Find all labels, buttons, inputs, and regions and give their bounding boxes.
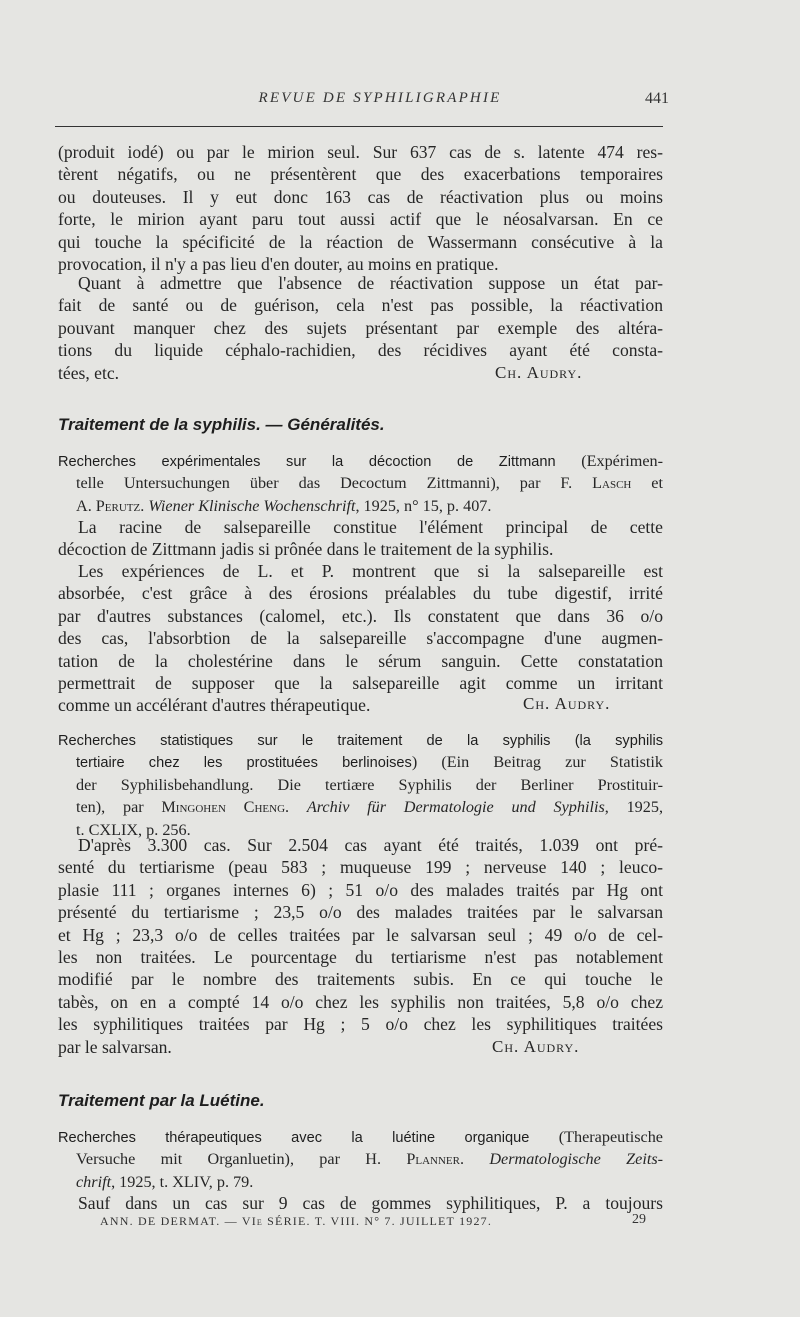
- entry-title: Recherches expérimentales sur la décoction de Zittmann: [58, 454, 556, 470]
- journal-title: Dermatologische Zeits-: [489, 1150, 664, 1169]
- text-run: A.: [76, 496, 96, 515]
- author-name: Perutz: [95, 496, 141, 515]
- text-run: et: [631, 474, 663, 493]
- text-line: [58, 1171, 663, 1193]
- running-title: REVUE DE SYPHILIGRAPHIE: [258, 90, 502, 106]
- text-run: tèrent négatifs, ou ne présentèrent que des exacerbations temporaires: [58, 164, 663, 185]
- text-line: [58, 796, 663, 818]
- text-line: [58, 538, 663, 560]
- text-run: absorbée, c'est grâce à des érosions préalables du tube digestif, irrité: [58, 583, 663, 604]
- text-line: [58, 627, 663, 649]
- text-run: telle Untersuchungen über das Decoctum Zittmanni), par F.: [76, 474, 593, 493]
- section-heading: Traitement de la syphilis. — Généralités.: [58, 415, 385, 434]
- author-name: Planner: [406, 1150, 460, 1169]
- text-line: [58, 834, 663, 856]
- journal-title: Wiener Klinische Wochenschrift: [148, 496, 356, 515]
- text-line: [58, 317, 663, 339]
- text-line: [58, 495, 663, 517]
- signature: Ch. Audry.: [523, 694, 611, 713]
- text-line: [58, 472, 663, 494]
- header-rule: [55, 126, 663, 127]
- text-line: [58, 163, 663, 185]
- text-run: comme un accélérant d'autres thérapeutique.: [58, 695, 371, 716]
- text-run: ou douteuses. Il y eut donc 163 cas de réactivation plus ou moins: [58, 186, 663, 207]
- text-run: , 1925, n° 15, p. 407.: [355, 496, 492, 515]
- text-line: [58, 231, 663, 253]
- page-number: 441: [645, 90, 669, 107]
- text-run: , 1925, t. XLIV, p. 79.: [111, 1172, 254, 1191]
- text-run: présenté du tertiarisme ; 23,5 o/o des malades traitées par le salvarsan: [58, 902, 663, 923]
- author-name: Mingohen Cheng: [161, 798, 286, 817]
- text-run: Sauf dans un cas sur 9 cas de gommes syphilitiques, P. a toujours: [78, 1193, 663, 1213]
- text-line: [58, 991, 663, 1013]
- journal-title: Archiv für Dermatologie und Syphilis: [306, 798, 605, 817]
- signature: Ch. Audry.: [492, 1037, 580, 1056]
- text-run: tation de la cholestérine dans le sérum sanguin. Cette constatation: [58, 650, 663, 671]
- section-heading: Traitement par la Luétine.: [58, 1091, 265, 1110]
- text-run: provocation, il n'y a pas lieu d'en douter, au moins en pratique.: [58, 253, 499, 274]
- text-run: .: [140, 496, 149, 515]
- text-run: (Expérimen-: [555, 452, 663, 470]
- text-line: [58, 1126, 663, 1148]
- entry-title: Recherches statistiques sur le traitement de la syphilis (la syphilis: [58, 733, 663, 749]
- text-run: .: [285, 798, 307, 817]
- text-run: D'après 3.300 cas. Sur 2.504 cas ayant été traités, 1.039 ont pré-: [78, 835, 663, 855]
- footer-citation: ANN. DE DERMAT. — VIe SÉRIE. T. VIII. N° 7. JUILLET 1927.: [100, 1214, 493, 1228]
- review-citation: [58, 450, 663, 517]
- text-run: t. CXLIX, p. 256.: [76, 820, 191, 839]
- text-line: [58, 774, 663, 796]
- text-run: qui touche la spécificité de la réaction de Wassermann consécutive à la: [58, 231, 663, 252]
- text-run: les non traitées. Le pourcentage du tertiarisme n'est pas notablement: [58, 946, 663, 967]
- text-run: Versuche mit Organluetin), par H.: [76, 1150, 407, 1169]
- text-line: [58, 605, 663, 627]
- text-line: [58, 582, 663, 604]
- text-run: der Syphilisbehandlung. Die tertiære Syphilis der Berliner Prostituir-: [76, 775, 663, 794]
- text-run: plasie 111 ; organes internes 6) ; 51 o/o des malades traités par Hg ont: [58, 879, 663, 900]
- text-line: [58, 901, 663, 923]
- journal-title: chrift: [76, 1172, 112, 1191]
- text-run: senté du tertiarisme (peau 583 ; muqueuse 199 ; nerveuse 140 ; leuco-: [58, 857, 663, 878]
- text-run: par d'autres substances (calomel, etc.). Ils constatent que dans 36 o/o: [58, 605, 663, 626]
- text-run: et Hg ; 23,3 o/o de celles traitées par le salvarsan seul ; 49 o/o de cel-: [58, 924, 663, 945]
- text-line: [58, 272, 663, 294]
- text-line: [58, 339, 663, 361]
- text-run: par le salvarsan.: [58, 1036, 172, 1057]
- text-run: permettrait de supposer que la salsepareille agit comme un irritant: [58, 672, 663, 693]
- text-line: [58, 1148, 663, 1170]
- entry-title: tertiaire chez les prostituées berlinoises: [76, 755, 412, 772]
- text-run: ten), par: [76, 798, 162, 817]
- text-line: [58, 968, 663, 990]
- text-line: [58, 516, 663, 538]
- text-line: [58, 560, 663, 582]
- text-run: décoction de Zittmann jadis si prônée dans le traitement de la syphilis.: [58, 539, 554, 560]
- sheet-number: 29: [632, 1212, 646, 1227]
- text-run: modifié par le nombre des traitements subis. En ce qui touche le: [58, 969, 663, 990]
- text-line: [58, 672, 663, 694]
- text-run: fait de santé ou de guérison, cela n'est pas possible, la réactivation: [58, 295, 663, 316]
- paragraph: [58, 1192, 663, 1214]
- text-line: [58, 450, 663, 472]
- author-name: Lasch: [592, 474, 632, 493]
- text-run: Les expériences de L. et P. montrent que si la salsepareille est: [78, 561, 663, 581]
- text-line: [58, 186, 663, 208]
- text-line: [58, 751, 663, 773]
- text-run: pouvant manquer chez des sujets présentant par exemple des altéra-: [58, 317, 663, 338]
- text-run: Quant à admettre que l'absence de réactivation suppose un état par-: [78, 273, 663, 293]
- text-run: tabès, on en a compté 14 o/o chez les syphilis non traitées, 5,8 o/o chez: [58, 991, 663, 1012]
- text-line: [58, 141, 663, 163]
- text-line: [58, 946, 663, 968]
- text-line: [58, 208, 663, 230]
- text-line: [58, 1192, 663, 1214]
- paragraph: [58, 516, 663, 561]
- text-run: .: [459, 1150, 490, 1169]
- text-line: [58, 650, 663, 672]
- paragraph: [58, 834, 663, 1058]
- text-run: (produit iodé) ou par le mirion seul. Sur 637 cas de s. latente 474 res-: [58, 142, 663, 162]
- text-run: forte, le mirion ayant paru tout aussi actif que le néosalvarsan. En ce: [58, 209, 663, 230]
- text-line: [58, 729, 663, 751]
- review-citation: [58, 1126, 663, 1193]
- text-run: La racine de salsepareille constitue l'élément principal de cette: [78, 517, 663, 537]
- text-line: [58, 924, 663, 946]
- entry-title: Recherches thérapeutiques avec la luétine organique: [58, 1130, 530, 1146]
- text-line: [58, 879, 663, 901]
- text-run: des cas, l'absorbtion de la salsepareille s'accompagne d'une augmen-: [58, 628, 663, 649]
- signature: Ch. Audry.: [495, 363, 583, 382]
- text-run: les syphilitiques traitées par Hg ; 5 o/o chez les syphilitiques traitées: [58, 1014, 663, 1035]
- text-run: tées, etc.: [58, 362, 120, 383]
- text-line: [58, 294, 663, 316]
- paragraph: [58, 141, 663, 275]
- text-line: [58, 856, 663, 878]
- text-run: ) (Ein Beitrag zur Statistik: [411, 753, 663, 772]
- text-run: (Therapeutische: [529, 1128, 663, 1146]
- text-run: , 1925,: [604, 798, 663, 817]
- review-citation: [58, 729, 663, 841]
- text-run: tions du liquide céphalo-rachidien, des récidives ayant été consta-: [58, 340, 663, 361]
- text-line: [58, 1013, 663, 1035]
